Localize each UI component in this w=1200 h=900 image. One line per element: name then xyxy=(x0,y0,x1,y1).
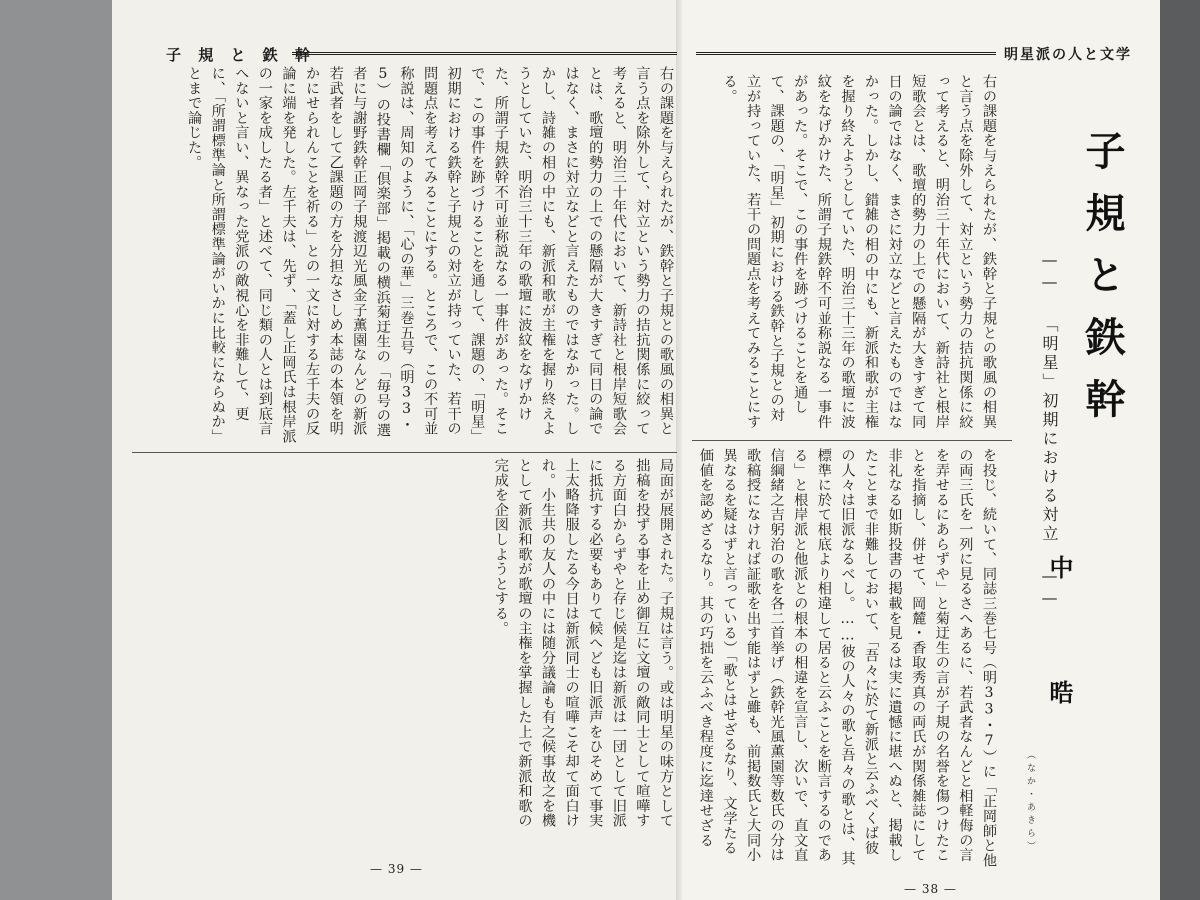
header-rule-left xyxy=(292,52,677,55)
right-lower-text: を投じ、続いて、同誌三巻七号（明33・7）に「正岡師と他の両三氏を一列に見るさへあるに、若武者なんどと相軽侮の言を弄せるにあらずや」と菊迂生の言が子規の名誉を傷つけたことを指摘し、併せて、岡麓・香取秀真の両氏が関係雑誌にして非礼なる如斯投書の掲載を見るは実に遺憾に堪へぬと、掲載したことまで非難しておいて、「吾々に於て新派と云ふべくば彼の人々は旧派なるべし。……彼の人々の歌と吾々の歌とは、其標準に於て根底より相違して居ると云ふことを断言するのである」と根岸派と他派との根本の相違を宣言し、次いで、直文直信綱緒之吉躬治の歌を各二首挙げ（鉄幹光風薫園等数氏の分は歌稿授になければ証歌を出す能はずと雖も、前掲数氏と大同小異なるを疑はずと言っている）「歌とはせざるなり、文学たる価値を認めざるなり。其の巧拙を云ふべき程度に迄達せざる xyxy=(697,448,997,868)
page-number-38: — 38 — xyxy=(904,882,957,896)
running-head-left: 子 規 と 鉄 幹 xyxy=(166,46,316,64)
tier-rule-left xyxy=(132,452,677,453)
page-38 xyxy=(682,0,1160,900)
header-rule-right xyxy=(696,52,996,55)
background-left xyxy=(0,0,112,900)
page-39 xyxy=(112,0,682,900)
author-reading: （なか・あきら） xyxy=(1025,750,1035,854)
left-lower-text: 局面が展開された。子規は言う。或は明星の味方として拙稿を投ずる事を止め御互に文壇の敵同士として喧嘩する方面白からずやと存じ候是迄は新派は一団として旧派に抵抗する必要もありて候へども旧派声をひそめて事実上太略降服したる今日は新派同士の喧嘩こそ却て面白けれ。小生共の友人の中には随分議論も有之候事故之を機として新派和歌が歌壇の主権を掌握した上で新派和歌の完成を企図しようとする。 xyxy=(492,458,674,828)
left-upper-text: 右の課題を与えられたが、鉄幹と子規との歌風の相異と言う点を除外して、対立という勢力の拮抗関係に絞って考えると、明治三十年代において、新詩社と根岸短歌会とは、歌壇的勢力の上での懸隔が大きすぎて同日の論ではなく、まさに対立などと言えたものではなかった。しかし、詩雑の相の中にも、新派和歌が主権を握り終えようとしていた、明治三十三年の歌壇に波紋をなげかけた、所謂子規鉄幹不可並称説なる一事件があった。そこで、この事件を跡づけることを通して、課題の、「明星」初期における鉄幹と子規との対立が持っていた、若干の問題点を考えてみることにする。ところで、この不可並称説は、周知のように、「心の華」三巻五号（明33・5）の投書欄「倶楽部」掲載の横浜菊迂生の「毎号の選者に与謝野鉄幹正岡子規渡辺光風金子薫園なんどの新派若武者をして乙課題の方を分担なさしめ本誌の本領を明かにせられんことを祈る」との一文に対する左千夫の反論に端を発した。左千夫は、先ず、「蓋し正岡氏は根岸派の一家を成したる者」と述べて、同じ類の人とは到底言へないと言い、異なった党派の敵視心を非難して、更に、「所謂標準論と所謂標準論がいかに比較にならぬか」とまで論じた。 xyxy=(186,66,674,444)
right-upper-text: 右の課題を与えられたが、鉄幹と子規との歌風の相異と言う点を除外して、対立という勢力の拮抗関係に絞って考えると、明治三十年代において、新詩社と根岸短歌会とは、歌壇的勢力の上での懸隔が大きすぎて同日の論ではなく、まさに対立などと言えたものではなかった。しかし、錯雑の相の中にも、新派和歌が主権を握り終えようとしていた、明治三十三年の歌壇に波紋をなげかけた、所謂子規鉄幹不可並称説なる一事件があった。そこで、この事件を跡づけることを通して、課題の、「明星」初期における鉄幹と子規との対立が持っていた、若干の問題点を考えてみることにする。 xyxy=(721,74,997,430)
article-subtitle: —— 「明星」初期における対立 —— xyxy=(1040,250,1059,610)
tier-rule-right xyxy=(692,440,1012,441)
running-head-right: 明星派の人と文学 xyxy=(1004,47,1132,63)
author-name: 中 晧 xyxy=(1045,555,1074,740)
article-title: 子規と鉄幹 xyxy=(1079,130,1126,440)
page-number-39: — 39 — xyxy=(370,862,423,876)
background-right xyxy=(1160,0,1200,900)
